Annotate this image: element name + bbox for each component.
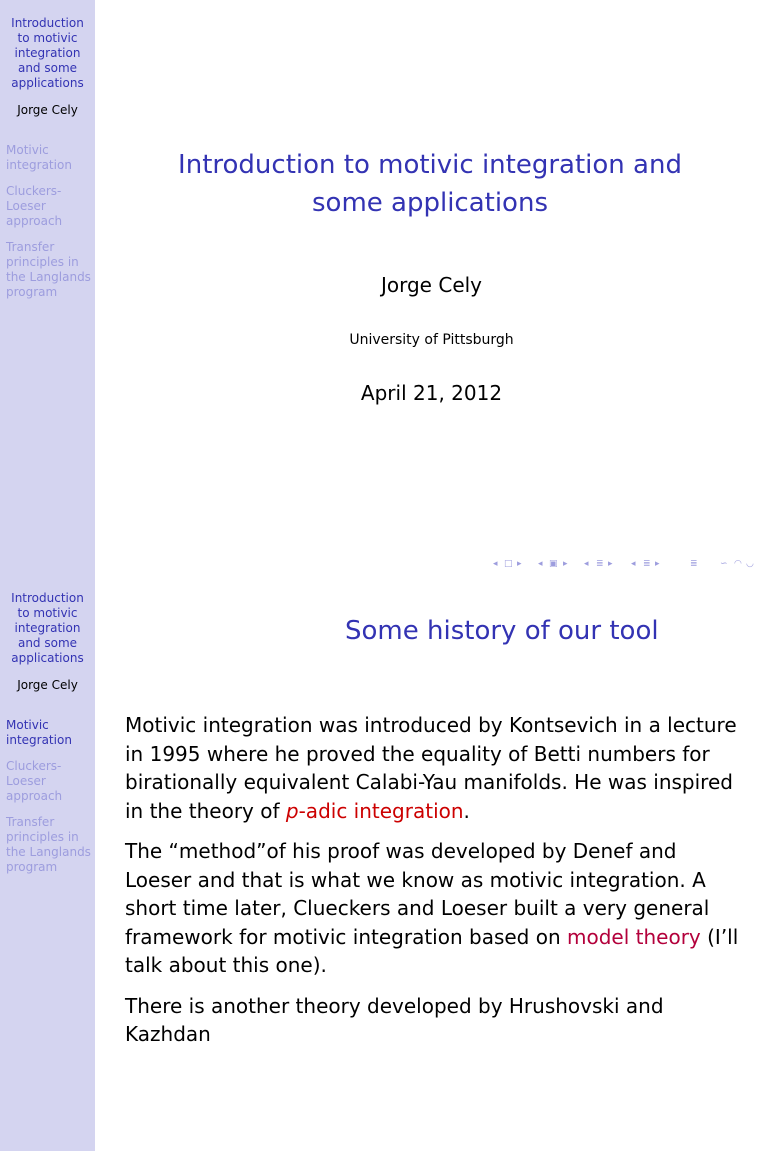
- paragraph-denef-loeser: [125, 837, 740, 980]
- navigation-bar: [490, 557, 765, 571]
- sidebar-author[interactable]: Jorge Cely: [17, 678, 78, 692]
- p-letter: p: [285, 798, 299, 823]
- sidebar-presentation-title[interactable]: Introduction to motivic integration and some applications: [11, 16, 84, 90]
- nav-prev-section-icon[interactable]: ◂: [631, 559, 636, 569]
- slide-body: [125, 711, 740, 1061]
- nav-frame-icon[interactable]: ▣: [549, 559, 558, 569]
- frame-title: Some history of our tool: [345, 616, 659, 646]
- institute: University of Pittsburgh: [349, 332, 514, 348]
- paragraph-hrushovski: [125, 992, 740, 1049]
- sidebar-presentation-title[interactable]: Introduction to motivic integration and some applications: [11, 591, 84, 665]
- nav-forward-icon[interactable]: ◡: [746, 559, 754, 569]
- nav-next-subsection-icon[interactable]: ▸: [608, 559, 613, 569]
- nav-next-slide-icon[interactable]: ▸: [517, 559, 522, 569]
- paragraph-text: There is another theory developed by Hrushovski and Kazhdan: [125, 993, 664, 1046]
- model-theory-link[interactable]: model theory: [567, 924, 701, 949]
- nav-subsection-icon[interactable]: ≣: [596, 559, 604, 569]
- nav-prev-subsection-icon[interactable]: ◂: [584, 559, 589, 569]
- sidebar-section-transfer-principles[interactable]: Transfer principles in the Langlands program: [6, 815, 91, 874]
- nav-next-section-icon[interactable]: ▸: [655, 559, 660, 569]
- sidebar-section-cluckers-loeser[interactable]: Cluckers-Loeser approach: [6, 184, 63, 228]
- sidebar-section-cluckers-loeser[interactable]: Cluckers-Loeser approach: [6, 759, 63, 803]
- nav-document-icon[interactable]: ≣: [690, 559, 698, 569]
- sidebar-author[interactable]: Jorge Cely: [17, 103, 78, 117]
- paragraph-text: Motivic integration was introduced by Kontsevich in a lecture in 1995 where he proved the equality of Betti numbers for birationally equivalent Calabi-Yau manifolds. He was inspired in the theory of: [125, 713, 737, 823]
- presentation-title: Introduction to motivic integration and some applications: [178, 150, 682, 218]
- nav-back-icon[interactable]: ◠: [734, 559, 742, 569]
- nav-prev-frame-icon[interactable]: ◂: [538, 559, 543, 569]
- paragraph-text: The “method”of his proof was developed by Denef and Loeser and that is what we know as motivic integration. A short time later, Clueckers and Loeser built a very general framework for motivic integration based on: [125, 839, 710, 949]
- nav-next-frame-icon[interactable]: ▸: [563, 559, 568, 569]
- presentation-date: April 21, 2012: [360, 381, 503, 405]
- sidebar: [0, 575, 95, 1151]
- padic-integration-link[interactable]: [286, 799, 464, 823]
- sidebar: [0, 0, 95, 576]
- sidebar-section-transfer-principles[interactable]: Transfer principles in the Langlands program: [6, 240, 91, 299]
- author-name: Jorge Cely: [380, 273, 483, 297]
- paragraph-end: (I’ll talk about this one).: [125, 924, 739, 977]
- nav-prev-slide-icon[interactable]: ◂: [493, 559, 498, 569]
- nav-search-icon[interactable]: ∽: [720, 559, 728, 569]
- nav-slide-icon[interactable]: □: [504, 559, 513, 569]
- sidebar-section-motivic-integration[interactable]: Motivic integration: [6, 718, 72, 747]
- nav-section-icon[interactable]: ≣: [643, 559, 651, 569]
- paragraph-kontsevich: [125, 711, 740, 825]
- history-slide: [0, 575, 768, 1151]
- padic-label: -adic integration: [298, 798, 464, 823]
- sidebar-section-motivic-integration[interactable]: Motivic integration: [6, 143, 72, 172]
- paragraph-end: .: [463, 798, 470, 823]
